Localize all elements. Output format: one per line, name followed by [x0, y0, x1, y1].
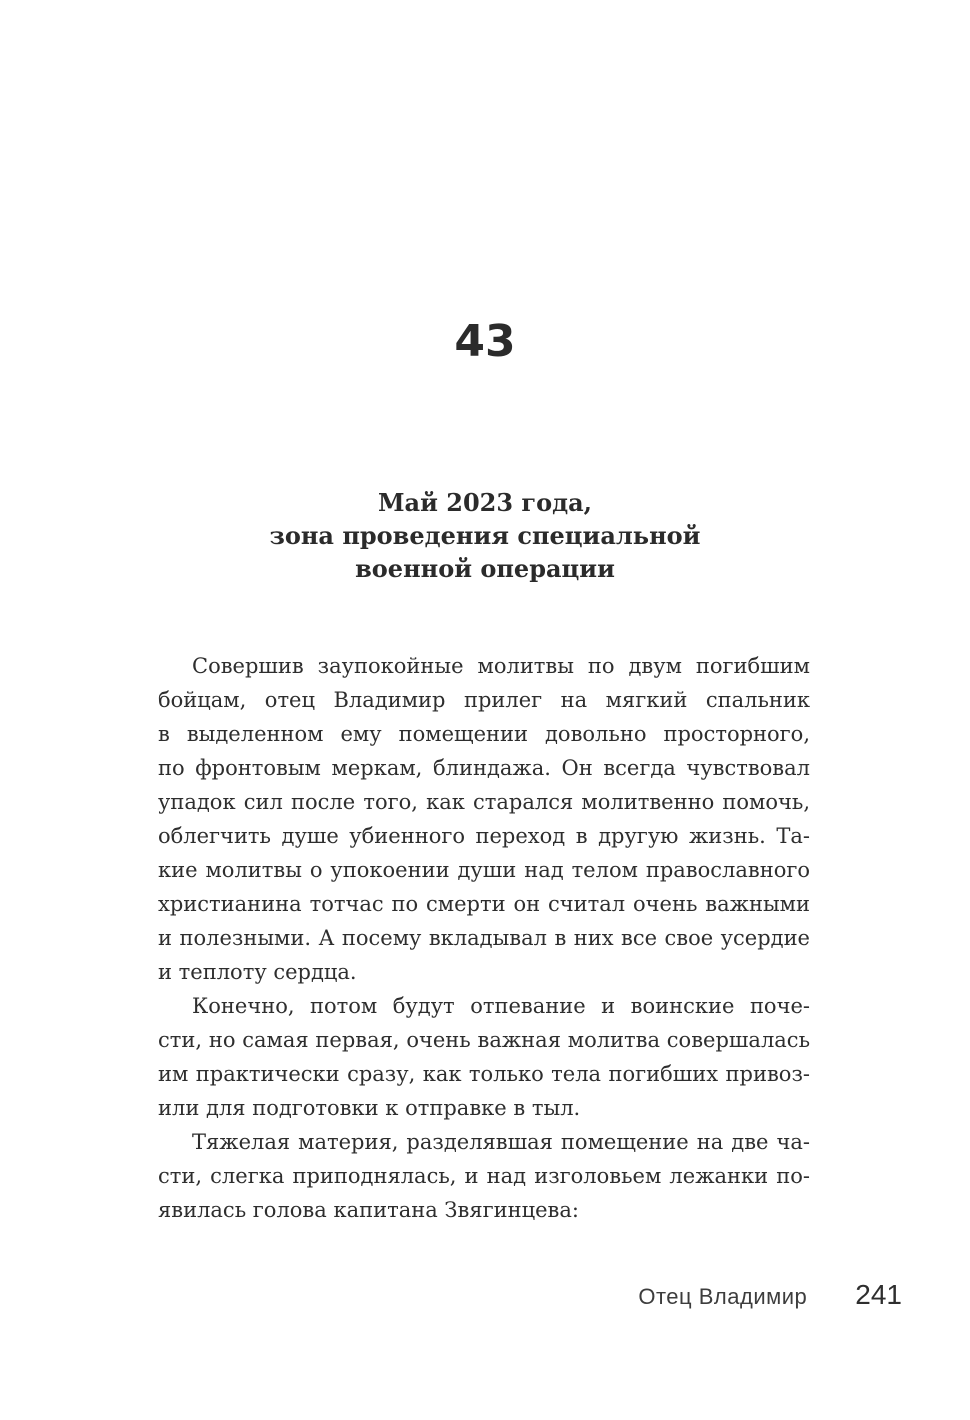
page-footer — [638, 1279, 902, 1311]
body-line: облегчить душе убиенного переход в другую жизнь. Та- — [158, 824, 810, 848]
body-line: Тяжелая материя, разделявшая помещение на две ча- — [192, 1130, 810, 1154]
body-line: им практически сразу, как только тела погибших привоз- — [158, 1062, 810, 1086]
body-line: Конечно, потом будут отпевание и воинские поче- — [192, 994, 810, 1018]
body-line: и полезными. А посему вкладывал в них все свое усердие — [158, 926, 810, 950]
body-line: или для подготовки к отправке в тыл. — [158, 1096, 581, 1120]
chapter-subtitle — [0, 486, 970, 585]
subtitle-line-2: зона проведения специальной — [269, 521, 701, 550]
body-line: сти, но самая первая, очень важная молитва совершалась — [158, 1028, 810, 1052]
body-line: кие молитвы о упокоении души над телом православного — [158, 858, 810, 882]
body-line: Совершив заупокойные молитвы по двум погибшим — [192, 654, 810, 678]
body-line: христианина тотчас по смерти он считал очень важными — [158, 892, 810, 916]
body-text — [158, 649, 810, 1227]
chapter-number: 43 — [454, 316, 516, 367]
subtitle-line-1: Май 2023 года, — [377, 488, 593, 517]
running-title: Отец Владимир — [638, 1284, 808, 1309]
body-line: и теплоту сердца. — [158, 960, 357, 984]
subtitle-line-3: военной операции — [355, 554, 615, 583]
body-line: явилась голова капитана Звягинцева: — [158, 1198, 579, 1222]
body-line: сти, слегка приподнялась, и над изголовьем лежанки по- — [158, 1164, 810, 1188]
body-line: в выделенном ему помещении довольно просторного, — [158, 722, 810, 746]
body-line: упадок сил после того, как старался молитвенно помочь, — [158, 790, 810, 814]
body-line: бойцам, отец Владимир прилег на мягкий спальник — [158, 688, 810, 712]
body-line: по фронтовым меркам, блиндажа. Он всегда чувствовал — [158, 756, 810, 780]
page-number: 241 — [855, 1279, 902, 1310]
